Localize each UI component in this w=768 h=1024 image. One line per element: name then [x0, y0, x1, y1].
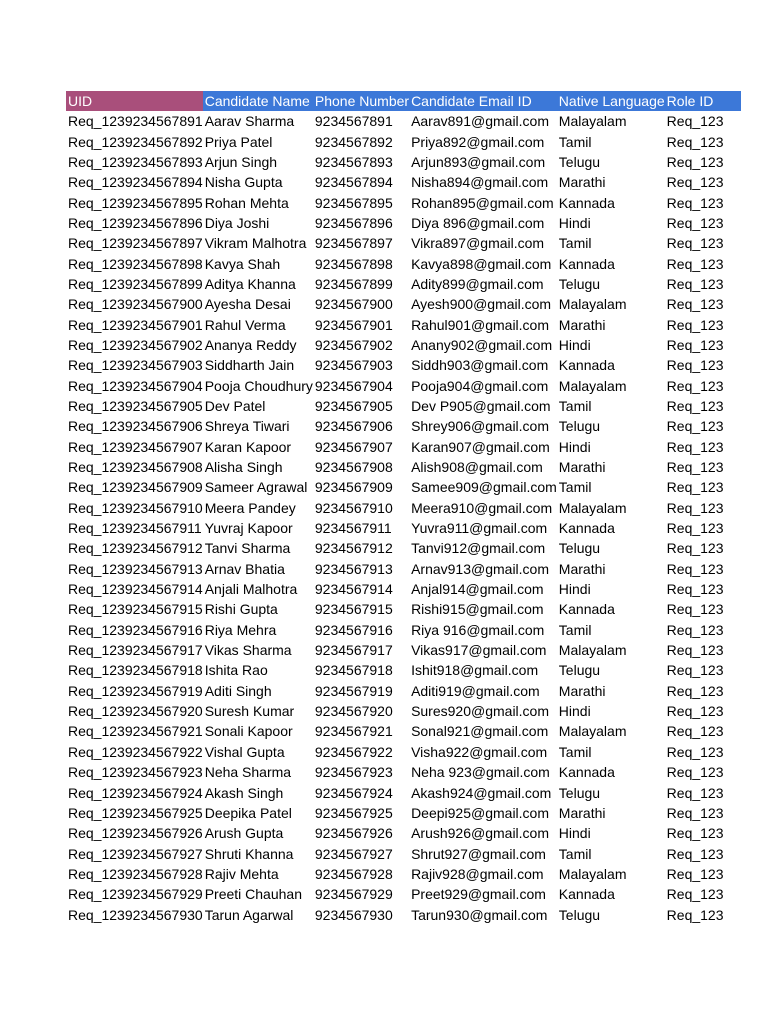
phone-number-cell[interactable]: 9234567924 — [314, 784, 393, 801]
candidate-name-cell[interactable]: Rajiv Mehta — [204, 865, 279, 882]
candidate-name-cell[interactable]: Arush Gupta — [204, 825, 284, 842]
email-cell[interactable]: Rishi915@gmail.com — [411, 601, 544, 618]
candidate-name-cell[interactable]: Nisha Gupta — [204, 174, 283, 191]
email-cell[interactable]: Diya 896@gmail.com — [411, 214, 545, 231]
candidate-name-cell[interactable]: Arjun Singh — [204, 153, 278, 170]
uid-cell[interactable]: Req_1239234567897 — [68, 235, 203, 252]
uid-cell[interactable]: Req_1239234567912 — [68, 540, 203, 557]
candidate-name-cell[interactable]: Suresh Kumar — [204, 703, 295, 720]
native-language-cell[interactable]: Telugu — [558, 906, 601, 923]
role-id-cell[interactable]: Req_123 — [666, 560, 724, 577]
native-language-cell[interactable]: Telugu — [558, 153, 601, 170]
role-id-cell[interactable]: Req_123 — [666, 194, 724, 211]
phone-number-cell[interactable]: 9234567902 — [314, 336, 393, 353]
role-id-cell[interactable]: Req_123 — [666, 642, 724, 659]
email-cell[interactable]: Tanvi912@gmail.com — [411, 540, 546, 557]
uid-cell[interactable]: Req_1239234567891 — [68, 113, 203, 130]
table-row — [66, 864, 741, 884]
table-row — [66, 640, 741, 660]
uid-cell[interactable]: Req_1239234567919 — [68, 682, 203, 699]
native-language-cell[interactable]: Hindi — [558, 703, 591, 720]
email-cell[interactable]: Aditi919@gmail.com — [411, 682, 540, 699]
candidate-table — [66, 91, 741, 925]
native-language-cell[interactable]: Telugu — [558, 418, 601, 435]
email-cell[interactable]: Arnav913@gmail.com — [411, 560, 549, 577]
uid-cell[interactable]: Req_1239234567896 — [68, 214, 203, 231]
phone-number-cell[interactable]: 9234567904 — [314, 377, 393, 394]
role-id-cell[interactable]: Req_123 — [666, 479, 724, 496]
candidate-name-cell[interactable]: Sameer Agrawal — [204, 479, 308, 496]
candidate-name-cell[interactable]: Karan Kapoor — [204, 438, 292, 455]
email-cell[interactable]: Yuvra911@gmail.com — [411, 520, 548, 537]
uid-cell[interactable]: Req_1239234567913 — [68, 560, 203, 577]
role-id-cell[interactable]: Req_123 — [666, 804, 724, 821]
table-row — [66, 437, 741, 457]
native-language-cell[interactable]: Malayalam — [558, 723, 627, 740]
email-cell[interactable]: Vikas917@gmail.com — [411, 642, 547, 659]
email-cell[interactable]: Tarun930@gmail.com — [411, 906, 548, 923]
table-row — [66, 559, 741, 579]
table-row — [66, 111, 741, 131]
email-cell[interactable]: Akash924@gmail.com — [411, 784, 552, 801]
candidate-name-cell[interactable]: Anjali Malhotra — [204, 581, 298, 598]
native-language-cell[interactable]: Kannada — [558, 886, 615, 903]
email-cell[interactable]: Nisha894@gmail.com — [411, 174, 549, 191]
native-language-cell[interactable]: Kannada — [558, 764, 615, 781]
native-language-cell[interactable]: Kannada — [558, 357, 615, 374]
candidate-name-cell[interactable]: Alisha Singh — [204, 459, 283, 476]
phone-number-cell[interactable]: 9234567893 — [314, 153, 393, 170]
phone-number-cell[interactable]: 9234567922 — [314, 743, 393, 760]
uid-cell[interactable]: Req_1239234567921 — [68, 723, 203, 740]
uid-cell[interactable]: Req_1239234567908 — [68, 459, 203, 476]
role-id-cell[interactable]: Req_123 — [666, 723, 724, 740]
native-language-cell[interactable]: Tamil — [558, 845, 592, 862]
uid-cell[interactable]: Req_1239234567927 — [68, 845, 203, 862]
uid-cell[interactable]: Req_1239234567918 — [68, 662, 203, 679]
uid-cell[interactable]: Req_1239234567902 — [68, 336, 203, 353]
table-row — [66, 335, 741, 355]
email-cell[interactable]: Ishit918@gmail.com — [411, 662, 539, 679]
candidate-name-cell[interactable]: Ananya Reddy — [204, 336, 297, 353]
role-id-cell[interactable]: Req_123 — [666, 235, 724, 252]
phone-number-cell[interactable]: 9234567891 — [314, 113, 393, 130]
table-row — [66, 701, 741, 721]
email-cell[interactable]: Pooja904@gmail.com — [411, 377, 549, 394]
role-id-cell[interactable]: Req_123 — [666, 825, 724, 842]
table-row — [66, 884, 741, 904]
uid-cell[interactable]: Req_1239234567914 — [68, 581, 203, 598]
table-row — [66, 457, 741, 477]
candidate-name-cell[interactable]: Diya Joshi — [204, 214, 270, 231]
candidate-name-cell[interactable]: Meera Pandey — [204, 499, 296, 516]
phone-number-cell[interactable]: 9234567899 — [314, 275, 393, 292]
role-id-cell[interactable]: Req_123 — [666, 743, 724, 760]
uid-cell[interactable]: Req_1239234567904 — [68, 377, 203, 394]
candidate-name-cell[interactable]: Ayesha Desai — [204, 296, 291, 313]
phone-number-cell[interactable]: 9234567910 — [314, 499, 393, 516]
native-language-cell[interactable]: Tamil — [558, 133, 592, 150]
uid-cell[interactable]: Req_1239234567903 — [68, 357, 203, 374]
native-language-cell[interactable]: Hindi — [558, 214, 591, 231]
email-cell[interactable]: Anjal914@gmail.com — [411, 581, 544, 598]
native-language-cell[interactable]: Telugu — [558, 784, 601, 801]
email-cell[interactable]: Samee909@gmail.com — [411, 479, 557, 496]
role-id-cell[interactable]: Req_123 — [666, 703, 724, 720]
uid-cell[interactable]: Req_1239234567909 — [68, 479, 203, 496]
email-cell[interactable]: Visha922@gmail.com — [411, 743, 548, 760]
role-id-cell[interactable]: Req_123 — [666, 438, 724, 455]
role-id-cell[interactable]: Req_123 — [666, 336, 724, 353]
phone-number-cell[interactable]: 9234567916 — [314, 621, 393, 638]
native-language-cell[interactable]: Hindi — [558, 336, 591, 353]
table-row — [66, 660, 741, 680]
phone-number-cell[interactable]: 9234567892 — [314, 133, 393, 150]
table-row — [66, 620, 741, 640]
uid-cell[interactable]: Req_1239234567930 — [68, 906, 203, 923]
native-language-cell[interactable]: Tamil — [558, 621, 592, 638]
uid-cell[interactable]: Req_1239234567929 — [68, 886, 203, 903]
table-row — [66, 416, 741, 436]
phone-number-cell[interactable]: 9234567896 — [314, 214, 393, 231]
email-cell[interactable]: Neha 923@gmail.com — [411, 764, 550, 781]
table-row — [66, 131, 741, 151]
uid-cell[interactable]: Req_1239234567900 — [68, 296, 203, 313]
candidate-name-cell[interactable]: Aarav Sharma — [204, 113, 295, 130]
phone-number-cell[interactable]: 9234567913 — [314, 560, 393, 577]
table-row — [66, 579, 741, 599]
uid-cell[interactable]: Req_1239234567923 — [68, 764, 203, 781]
role-id-cell[interactable]: Req_123 — [666, 662, 724, 679]
candidate-name-cell[interactable]: Dev Patel — [204, 397, 266, 414]
role-id-cell[interactable]: Req_123 — [666, 418, 724, 435]
email-cell[interactable]: Rahul901@gmail.com — [411, 316, 550, 333]
email-cell[interactable]: Adity899@gmail.com — [411, 275, 544, 292]
phone-number-cell[interactable]: 9234567901 — [314, 316, 393, 333]
email-cell[interactable]: Ayesh900@gmail.com — [411, 296, 552, 313]
role-id-cell[interactable]: Req_123 — [666, 499, 724, 516]
table-row — [66, 253, 741, 273]
phone-number-cell[interactable]: 9234567914 — [314, 581, 393, 598]
header-phone-number[interactable]: Phone Number — [314, 93, 410, 109]
uid-cell[interactable]: Req_1239234567899 — [68, 275, 203, 292]
table-row — [66, 233, 741, 253]
candidate-name-cell[interactable]: Vishal Gupta — [204, 743, 285, 760]
email-cell[interactable]: Meera910@gmail.com — [411, 499, 553, 516]
email-cell[interactable]: Deepi925@gmail.com — [411, 804, 550, 821]
uid-cell[interactable]: Req_1239234567907 — [68, 438, 203, 455]
native-language-cell[interactable]: Marathi — [558, 459, 606, 476]
candidate-name-cell[interactable]: Aditya Khanna — [204, 275, 296, 292]
native-language-cell[interactable]: Malayalam — [558, 377, 627, 394]
phone-number-cell[interactable]: 9234567898 — [314, 255, 393, 272]
phone-number-cell[interactable]: 9234567915 — [314, 601, 393, 618]
email-cell[interactable]: Priya892@gmail.com — [411, 133, 545, 150]
table-row — [66, 213, 741, 233]
native-language-cell[interactable]: Marathi — [558, 560, 606, 577]
role-id-cell[interactable]: Req_123 — [666, 275, 724, 292]
candidate-name-cell[interactable]: Neha Sharma — [204, 764, 292, 781]
native-language-cell[interactable]: Tamil — [558, 397, 592, 414]
uid-cell[interactable]: Req_1239234567926 — [68, 825, 203, 842]
candidate-name-cell[interactable]: Preeti Chauhan — [204, 886, 302, 903]
role-id-cell[interactable]: Req_123 — [666, 581, 724, 598]
native-language-cell[interactable]: Hindi — [558, 581, 591, 598]
table-row — [66, 498, 741, 518]
candidate-name-cell[interactable]: Tanvi Sharma — [204, 540, 291, 557]
phone-number-cell[interactable]: 9234567929 — [314, 886, 393, 903]
table-row — [66, 742, 741, 762]
native-language-cell[interactable]: Malayalam — [558, 499, 627, 516]
native-language-cell[interactable]: Telugu — [558, 275, 601, 292]
role-id-cell[interactable]: Req_123 — [666, 214, 724, 231]
phone-number-cell[interactable]: 9234567917 — [314, 642, 393, 659]
table-row — [66, 823, 741, 843]
native-language-cell[interactable]: Malayalam — [558, 865, 627, 882]
phone-number-cell[interactable]: 9234567900 — [314, 296, 393, 313]
phone-number-cell[interactable]: 9234567925 — [314, 804, 393, 821]
role-id-cell[interactable]: Req_123 — [666, 397, 724, 414]
phone-number-cell[interactable]: 9234567920 — [314, 703, 393, 720]
role-id-cell[interactable]: Req_123 — [666, 153, 724, 170]
native-language-cell[interactable]: Tamil — [558, 479, 592, 496]
header-native-language[interactable]: Native Language — [558, 93, 665, 109]
role-id-cell[interactable]: Req_123 — [666, 113, 724, 130]
email-cell[interactable]: Shrey906@gmail.com — [411, 418, 549, 435]
role-id-cell[interactable]: Req_123 — [666, 886, 724, 903]
table-row — [66, 843, 741, 863]
native-language-cell[interactable]: Telugu — [558, 662, 601, 679]
phone-number-cell[interactable]: 9234567927 — [314, 845, 393, 862]
role-id-cell[interactable]: Req_123 — [666, 459, 724, 476]
candidate-name-cell[interactable]: Tarun Agarwal — [204, 906, 294, 923]
email-cell[interactable]: Alish908@gmail.com — [411, 459, 543, 476]
role-id-cell[interactable]: Req_123 — [666, 357, 724, 374]
native-language-cell[interactable]: Hindi — [558, 438, 591, 455]
role-id-cell[interactable]: Req_123 — [666, 764, 724, 781]
table-row — [66, 172, 741, 192]
phone-number-cell[interactable]: 9234567909 — [314, 479, 393, 496]
phone-number-cell[interactable]: 9234567921 — [314, 723, 393, 740]
phone-number-cell[interactable]: 9234567911 — [314, 520, 392, 537]
table-row — [66, 681, 741, 701]
table-row — [66, 599, 741, 619]
uid-cell[interactable]: Req_1239234567894 — [68, 174, 203, 191]
uid-cell[interactable]: Req_1239234567892 — [68, 133, 203, 150]
email-cell[interactable]: Preet929@gmail.com — [411, 886, 546, 903]
email-cell[interactable]: Dev P905@gmail.com — [411, 397, 551, 414]
candidate-name-cell[interactable]: Aditi Singh — [204, 682, 272, 699]
table-row — [66, 375, 741, 395]
uid-cell[interactable]: Req_1239234567916 — [68, 621, 203, 638]
phone-number-cell[interactable]: 9234567895 — [314, 194, 393, 211]
uid-cell[interactable]: Req_1239234567901 — [68, 316, 203, 333]
native-language-cell[interactable]: Tamil — [558, 743, 592, 760]
role-id-cell[interactable]: Req_123 — [666, 296, 724, 313]
table-row — [66, 396, 741, 416]
uid-cell[interactable]: Req_1239234567910 — [68, 499, 203, 516]
phone-number-cell[interactable]: 9234567905 — [314, 397, 393, 414]
uid-cell[interactable]: Req_1239234567924 — [68, 784, 203, 801]
email-cell[interactable]: Shrut927@gmail.com — [411, 845, 546, 862]
native-language-cell[interactable]: Kannada — [558, 601, 615, 618]
candidate-name-cell[interactable]: Deepika Patel — [204, 804, 292, 821]
header-role-id[interactable]: Role ID — [665, 91, 741, 111]
candidate-name-cell[interactable]: Siddharth Jain — [204, 357, 295, 374]
candidate-name-cell[interactable]: Ishita Rao — [204, 662, 268, 679]
uid-cell[interactable]: Req_1239234567917 — [68, 642, 203, 659]
email-cell[interactable]: Arush926@gmail.com — [411, 825, 549, 842]
table-row — [66, 904, 741, 924]
role-id-cell[interactable]: Req_123 — [666, 377, 724, 394]
uid-cell[interactable]: Req_1239234567905 — [68, 397, 203, 414]
candidate-name-cell[interactable]: Vikram Malhotra — [204, 235, 307, 252]
header-row — [66, 91, 741, 111]
candidate-name-cell[interactable]: Akash Singh — [204, 784, 284, 801]
role-id-cell[interactable]: Req_123 — [666, 316, 724, 333]
role-id-cell[interactable]: Req_123 — [666, 784, 724, 801]
table-row — [66, 538, 741, 558]
email-cell[interactable]: Anany902@gmail.com — [411, 336, 553, 353]
phone-number-cell[interactable]: 9234567912 — [314, 540, 393, 557]
phone-number-cell[interactable]: 9234567930 — [314, 906, 393, 923]
role-id-cell[interactable]: Req_123 — [666, 174, 724, 191]
phone-number-cell[interactable]: 9234567918 — [314, 662, 393, 679]
candidate-name-cell[interactable]: Kavya Shah — [204, 255, 281, 272]
phone-number-cell[interactable]: 9234567906 — [314, 418, 393, 435]
phone-number-cell[interactable]: 9234567923 — [314, 764, 393, 781]
email-cell[interactable]: Aarav891@gmail.com — [411, 113, 549, 130]
candidate-name-cell[interactable]: Arnav Bhatia — [204, 560, 285, 577]
native-language-cell[interactable]: Marathi — [558, 316, 606, 333]
email-cell[interactable]: Sures920@gmail.com — [411, 703, 549, 720]
table-row — [66, 782, 741, 802]
candidate-name-cell[interactable]: Yuvraj Kapoor — [204, 520, 293, 537]
candidate-name-cell[interactable]: Riya Mehra — [204, 621, 277, 638]
table-row — [66, 477, 741, 497]
uid-cell[interactable]: Req_1239234567898 — [68, 255, 203, 272]
native-language-cell[interactable]: Hindi — [558, 825, 591, 842]
email-cell[interactable]: Sonal921@gmail.com — [411, 723, 549, 740]
native-language-cell[interactable]: Malayalam — [558, 296, 627, 313]
header-candidate-name[interactable]: Candidate Name — [203, 91, 313, 111]
phone-number-cell[interactable]: 9234567903 — [314, 357, 393, 374]
phone-number-cell[interactable]: 9234567928 — [314, 865, 393, 882]
table-row — [66, 518, 741, 538]
phone-number-cell[interactable]: 9234567897 — [314, 235, 393, 252]
native-language-cell[interactable]: Malayalam — [558, 113, 627, 130]
native-language-cell[interactable]: Kannada — [558, 194, 615, 211]
uid-cell[interactable]: Req_1239234567906 — [68, 418, 203, 435]
table-row — [66, 803, 741, 823]
candidate-name-cell[interactable]: Pooja Choudhury — [204, 377, 313, 394]
uid-cell[interactable]: Req_1239234567893 — [68, 153, 203, 170]
table-row — [66, 355, 741, 375]
table-row — [66, 294, 741, 314]
email-cell[interactable]: Siddh903@gmail.com — [411, 357, 549, 374]
native-language-cell[interactable]: Marathi — [558, 682, 606, 699]
header-uid[interactable]: UID — [66, 91, 203, 111]
role-id-cell[interactable]: Req_123 — [666, 520, 724, 537]
header-candidate-email[interactable]: Candidate Email ID — [409, 91, 557, 111]
uid-cell[interactable]: Req_1239234567928 — [68, 865, 203, 882]
table-body — [66, 111, 741, 925]
table-row — [66, 762, 741, 782]
role-id-cell[interactable]: Req_123 — [666, 540, 724, 557]
role-id-cell[interactable]: Req_123 — [666, 906, 724, 923]
table-row — [66, 152, 741, 172]
candidate-name-cell[interactable]: Rahul Verma — [204, 316, 286, 333]
phone-number-cell[interactable]: 9234567919 — [314, 682, 393, 699]
role-id-cell[interactable]: Req_123 — [666, 133, 724, 150]
table-row — [66, 721, 741, 741]
native-language-cell[interactable]: Kannada — [558, 255, 615, 272]
candidate-name-cell[interactable]: Sonali Kapoor — [204, 723, 293, 740]
candidate-name-cell[interactable]: Shruti Khanna — [204, 845, 294, 862]
phone-number-cell[interactable]: 9234567907 — [314, 438, 393, 455]
email-cell[interactable]: Riya 916@gmail.com — [411, 621, 545, 638]
email-cell[interactable]: Rajiv928@gmail.com — [411, 865, 544, 882]
uid-cell[interactable]: Req_1239234567925 — [68, 804, 203, 821]
role-id-cell[interactable]: Req_123 — [666, 865, 724, 882]
phone-number-cell[interactable]: 9234567926 — [314, 825, 393, 842]
email-cell[interactable]: Kavya898@gmail.com — [411, 255, 552, 272]
uid-cell[interactable]: Req_1239234567922 — [68, 743, 203, 760]
candidate-name-cell[interactable]: Rishi Gupta — [204, 601, 278, 618]
phone-number-cell[interactable]: 9234567894 — [314, 174, 393, 191]
role-id-cell[interactable]: Req_123 — [666, 601, 724, 618]
candidate-name-cell[interactable]: Priya Patel — [204, 133, 273, 150]
role-id-cell[interactable]: Req_123 — [666, 682, 724, 699]
native-language-cell[interactable]: Telugu — [558, 540, 601, 557]
native-language-cell[interactable]: Kannada — [558, 520, 615, 537]
table-row — [66, 314, 741, 334]
candidate-name-cell[interactable]: Vikas Sharma — [204, 642, 292, 659]
candidate-name-cell[interactable]: Rohan Mehta — [204, 194, 289, 211]
role-id-cell[interactable]: Req_123 — [666, 845, 724, 862]
email-cell[interactable]: Vikra897@gmail.com — [411, 235, 545, 252]
email-cell[interactable]: Arjun893@gmail.com — [411, 153, 546, 170]
uid-cell[interactable]: Req_1239234567920 — [68, 703, 203, 720]
uid-cell[interactable]: Req_1239234567911 — [68, 520, 202, 537]
uid-cell[interactable]: Req_1239234567895 — [68, 194, 203, 211]
role-id-cell[interactable]: Req_123 — [666, 621, 724, 638]
uid-cell[interactable]: Req_1239234567915 — [68, 601, 203, 618]
native-language-cell[interactable]: Marathi — [558, 804, 606, 821]
email-cell[interactable]: Rohan895@gmail.com — [411, 194, 554, 211]
candidate-name-cell[interactable]: Shreya Tiwari — [204, 418, 290, 435]
table-row — [66, 192, 741, 212]
native-language-cell[interactable]: Malayalam — [558, 642, 627, 659]
native-language-cell[interactable]: Tamil — [558, 235, 592, 252]
table-row — [66, 274, 741, 294]
phone-number-cell[interactable]: 9234567908 — [314, 459, 393, 476]
role-id-cell[interactable]: Req_123 — [666, 255, 724, 272]
native-language-cell[interactable]: Marathi — [558, 174, 606, 191]
email-cell[interactable]: Karan907@gmail.com — [411, 438, 550, 455]
